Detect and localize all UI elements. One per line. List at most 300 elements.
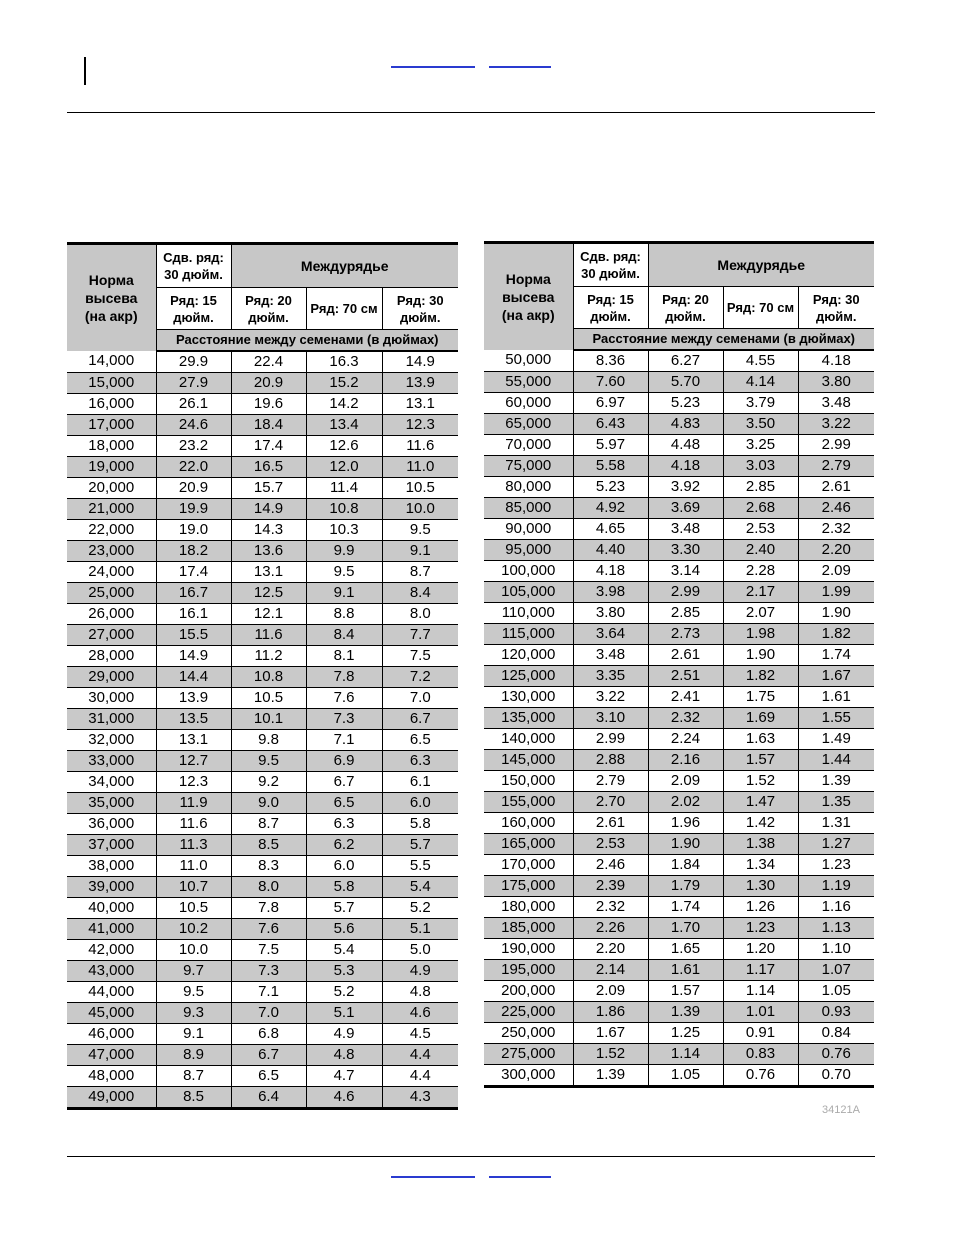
seed-spacing-cell: 13.1 (156, 729, 231, 750)
table-row (67, 855, 458, 876)
seed-spacing-table-left (67, 242, 458, 1110)
seed-spacing-cell: 8.5 (231, 834, 306, 855)
seed-spacing-cell: 9.1 (306, 582, 382, 603)
table-row (67, 981, 458, 1002)
table-row (67, 1002, 458, 1023)
seed-spacing-cell: 3.92 (648, 476, 723, 497)
seed-spacing-cell: 8.4 (306, 624, 382, 645)
seed-spacing-cell: 18.4 (231, 414, 306, 435)
seed-spacing-cell: 9.1 (382, 540, 458, 561)
seeding-rate-cell: 55,000 (484, 371, 573, 392)
seeding-rate-cell: 275,000 (484, 1043, 573, 1064)
header-seed-spacing: Расстояние между семенами (в дюймах) (573, 329, 874, 350)
seed-spacing-cell: 3.48 (798, 392, 874, 413)
figure-label: 34121A (822, 1104, 860, 1116)
seed-spacing-cell: 2.41 (648, 686, 723, 707)
seed-spacing-cell: 3.79 (723, 392, 798, 413)
seeding-rate-cell: 27,000 (67, 624, 156, 645)
seed-spacing-cell: 2.85 (723, 476, 798, 497)
seeding-rate-cell: 125,000 (484, 665, 573, 686)
seed-spacing-cell: 11.0 (382, 456, 458, 477)
seed-spacing-cell: 17.4 (156, 561, 231, 582)
seed-spacing-cell: 10.0 (156, 939, 231, 960)
seed-spacing-cell: 10.5 (156, 897, 231, 918)
seeding-rate-cell: 155,000 (484, 791, 573, 812)
seed-spacing-cell: 2.99 (798, 434, 874, 455)
table-row (484, 413, 874, 434)
table-row (67, 918, 458, 939)
seed-spacing-cell: 14.2 (306, 393, 382, 414)
seed-spacing-cell: 0.70 (798, 1064, 874, 1086)
seed-spacing-cell: 11.0 (156, 855, 231, 876)
seed-spacing-cell: 11.4 (306, 477, 382, 498)
seed-spacing-cell: 9.9 (306, 540, 382, 561)
header-twin-row: Сдв. ряд: 30 дюйм. (156, 244, 231, 288)
seed-spacing-cell: 6.5 (231, 1065, 306, 1086)
seed-spacing-cell: 3.22 (573, 686, 648, 707)
seed-spacing-cell: 1.17 (723, 959, 798, 980)
seeding-rate-cell: 34,000 (67, 771, 156, 792)
seed-spacing-cell: 6.2 (306, 834, 382, 855)
seed-spacing-cell: 2.61 (648, 644, 723, 665)
seed-spacing-cell: 13.4 (306, 414, 382, 435)
seeding-rate-cell: 180,000 (484, 896, 573, 917)
seed-spacing-cell: 4.8 (382, 981, 458, 1002)
seeding-rate-cell: 75,000 (484, 455, 573, 476)
seed-spacing-cell: 5.2 (382, 897, 458, 918)
table-row (484, 875, 874, 896)
table-row (67, 960, 458, 981)
seed-spacing-cell: 1.99 (798, 581, 874, 602)
seed-spacing-cell: 6.43 (573, 413, 648, 434)
seed-spacing-cell: 5.2 (306, 981, 382, 1002)
seed-spacing-cell: 3.50 (723, 413, 798, 434)
seed-spacing-cell: 1.23 (723, 917, 798, 938)
table-row (67, 897, 458, 918)
seed-spacing-cell: 4.18 (573, 560, 648, 581)
seed-spacing-cell: 6.7 (231, 1044, 306, 1065)
seed-spacing-cell: 2.02 (648, 791, 723, 812)
table-row (484, 896, 874, 917)
seeding-rate-cell: 105,000 (484, 581, 573, 602)
seeding-rate-cell: 300,000 (484, 1064, 573, 1086)
seed-spacing-cell: 12.6 (306, 435, 382, 456)
header-seeding-rate: Норма высева (на акр) (67, 244, 156, 351)
seeding-rate-cell: 22,000 (67, 519, 156, 540)
seed-spacing-cell: 9.8 (231, 729, 306, 750)
table-row (484, 707, 874, 728)
seeding-rate-cell: 100,000 (484, 560, 573, 581)
seed-spacing-cell: 1.14 (723, 980, 798, 1001)
seed-spacing-cell: 1.55 (798, 707, 874, 728)
table-row (67, 750, 458, 771)
seed-spacing-cell: 7.0 (231, 1002, 306, 1023)
table-row (67, 351, 458, 373)
seed-spacing-cell: 2.28 (723, 560, 798, 581)
seeding-rate-cell: 225,000 (484, 1001, 573, 1022)
top-nav-link-next[interactable] (489, 66, 551, 68)
seeding-rate-cell: 46,000 (67, 1023, 156, 1044)
table-row (484, 539, 874, 560)
table-row (67, 624, 458, 645)
seed-spacing-cell: 6.5 (306, 792, 382, 813)
seeding-rate-cell: 23,000 (67, 540, 156, 561)
seed-spacing-cell: 1.52 (573, 1043, 648, 1064)
seed-spacing-cell: 1.98 (723, 623, 798, 644)
seed-spacing-cell: 2.73 (648, 623, 723, 644)
seed-spacing-cell: 13.1 (382, 393, 458, 414)
table-row (67, 708, 458, 729)
table-row (67, 813, 458, 834)
table-row (484, 1064, 874, 1086)
seed-spacing-cell: 10.8 (231, 666, 306, 687)
seed-spacing-cell: 5.8 (306, 876, 382, 897)
seed-spacing-cell: 0.76 (723, 1064, 798, 1086)
seed-spacing-cell: 6.4 (231, 1086, 306, 1108)
seed-spacing-cell: 4.48 (648, 434, 723, 455)
seed-spacing-cell: 7.6 (306, 687, 382, 708)
seed-spacing-cell: 24.6 (156, 414, 231, 435)
seed-spacing-cell: 4.4 (382, 1065, 458, 1086)
table-row (67, 414, 458, 435)
seed-spacing-cell: 14.9 (231, 498, 306, 519)
seed-spacing-cell: 3.22 (798, 413, 874, 434)
seed-spacing-cell: 6.0 (306, 855, 382, 876)
table-row (484, 455, 874, 476)
seed-spacing-cell: 1.75 (723, 686, 798, 707)
seed-spacing-cell: 18.2 (156, 540, 231, 561)
seed-spacing-cell: 13.9 (156, 687, 231, 708)
table-row (67, 477, 458, 498)
bottom-nav-link-next[interactable] (489, 1176, 551, 1178)
header-row-20in: Ряд: 20 дюйм. (648, 287, 723, 329)
seed-spacing-cell: 5.4 (306, 939, 382, 960)
table-row (67, 834, 458, 855)
seed-spacing-cell: 7.2 (382, 666, 458, 687)
seeding-rate-cell: 175,000 (484, 875, 573, 896)
seed-spacing-cell: 4.6 (382, 1002, 458, 1023)
table-row (484, 749, 874, 770)
header-row-70cm: Ряд: 70 см (723, 287, 798, 329)
seeding-rate-cell: 150,000 (484, 770, 573, 791)
seed-spacing-cell: 0.76 (798, 1043, 874, 1064)
seed-spacing-cell: 7.7 (382, 624, 458, 645)
seed-spacing-cell: 7.6 (231, 918, 306, 939)
seed-spacing-cell: 2.07 (723, 602, 798, 623)
seed-spacing-cell: 1.84 (648, 854, 723, 875)
seed-spacing-cell: 4.55 (723, 350, 798, 372)
table-row (67, 603, 458, 624)
seed-spacing-cell: 10.0 (382, 498, 458, 519)
table-row (484, 623, 874, 644)
seed-spacing-cell: 8.4 (382, 582, 458, 603)
seed-spacing-cell: 1.27 (798, 833, 874, 854)
seeding-rate-cell: 18,000 (67, 435, 156, 456)
seed-spacing-cell: 0.84 (798, 1022, 874, 1043)
seed-spacing-cell: 14.9 (156, 645, 231, 666)
table-row (67, 582, 458, 603)
seed-spacing-cell: 0.91 (723, 1022, 798, 1043)
seed-spacing-cell: 3.30 (648, 539, 723, 560)
seed-spacing-cell: 5.0 (382, 939, 458, 960)
table-row (67, 1044, 458, 1065)
seed-spacing-cell: 2.68 (723, 497, 798, 518)
seed-spacing-cell: 2.40 (723, 539, 798, 560)
seed-spacing-cell: 1.26 (723, 896, 798, 917)
seed-spacing-cell: 1.44 (798, 749, 874, 770)
seed-spacing-cell: 1.39 (573, 1064, 648, 1086)
seed-spacing-cell: 5.5 (382, 855, 458, 876)
seeding-rate-cell: 33,000 (67, 750, 156, 771)
seed-spacing-cell: 15.7 (231, 477, 306, 498)
seed-spacing-cell: 6.7 (306, 771, 382, 792)
seed-spacing-cell: 1.74 (798, 644, 874, 665)
seed-spacing-cell: 3.80 (798, 371, 874, 392)
seed-spacing-cell: 2.32 (573, 896, 648, 917)
table-row (67, 372, 458, 393)
seed-spacing-cell: 7.3 (306, 708, 382, 729)
seed-spacing-cell: 9.3 (156, 1002, 231, 1023)
seeding-rate-cell: 85,000 (484, 497, 573, 518)
seed-spacing-cell: 10.5 (231, 687, 306, 708)
seed-spacing-cell: 7.8 (231, 897, 306, 918)
seed-spacing-cell: 1.25 (648, 1022, 723, 1043)
table-row (67, 519, 458, 540)
seed-spacing-cell: 5.4 (382, 876, 458, 897)
seed-spacing-cell: 1.69 (723, 707, 798, 728)
seed-spacing-cell: 12.5 (231, 582, 306, 603)
seed-spacing-cell: 1.70 (648, 917, 723, 938)
table-row (484, 476, 874, 497)
seed-spacing-cell: 1.57 (648, 980, 723, 1001)
bottom-nav-link-previous[interactable] (391, 1176, 475, 1178)
seed-spacing-cell: 5.70 (648, 371, 723, 392)
header-row-30in: Ряд: 30 дюйм. (382, 288, 458, 330)
seed-spacing-cell: 3.69 (648, 497, 723, 518)
seed-spacing-cell: 8.7 (382, 561, 458, 582)
seed-spacing-cell: 5.1 (306, 1002, 382, 1023)
seed-spacing-cell: 5.7 (382, 834, 458, 855)
seed-spacing-cell: 5.3 (306, 960, 382, 981)
seed-spacing-cell: 9.7 (156, 960, 231, 981)
seed-spacing-cell: 22.0 (156, 456, 231, 477)
seed-spacing-cell: 3.98 (573, 581, 648, 602)
table-row (67, 456, 458, 477)
table-row (484, 686, 874, 707)
seed-spacing-cell: 8.3 (231, 855, 306, 876)
table-row (484, 665, 874, 686)
seeding-rate-cell: 145,000 (484, 749, 573, 770)
seed-spacing-cell: 6.3 (382, 750, 458, 771)
seed-spacing-cell: 4.65 (573, 518, 648, 539)
seed-spacing-cell: 9.5 (156, 981, 231, 1002)
seed-spacing-cell: 4.4 (382, 1044, 458, 1065)
table-row (67, 498, 458, 519)
seed-spacing-cell: 1.90 (648, 833, 723, 854)
seeding-rate-cell: 120,000 (484, 644, 573, 665)
seed-spacing-cell: 8.36 (573, 350, 648, 372)
seed-spacing-cell: 10.3 (306, 519, 382, 540)
seeding-rate-cell: 37,000 (67, 834, 156, 855)
seed-spacing-cell: 1.82 (798, 623, 874, 644)
seed-spacing-cell: 5.6 (306, 918, 382, 939)
seed-spacing-cell: 2.09 (798, 560, 874, 581)
seed-spacing-cell: 10.7 (156, 876, 231, 897)
table-row (484, 980, 874, 1001)
table-row (484, 644, 874, 665)
seed-spacing-cell: 1.07 (798, 959, 874, 980)
seed-spacing-table-right (484, 241, 874, 1088)
seeding-rate-cell: 19,000 (67, 456, 156, 477)
seeding-rate-cell: 110,000 (484, 602, 573, 623)
seed-spacing-cell: 1.19 (798, 875, 874, 896)
header-seed-spacing: Расстояние между семенами (в дюймах) (156, 330, 458, 351)
table-row (484, 791, 874, 812)
seed-spacing-cell: 11.6 (156, 813, 231, 834)
seeding-rate-cell: 80,000 (484, 476, 573, 497)
seed-spacing-cell: 1.67 (573, 1022, 648, 1043)
seed-spacing-cell: 1.86 (573, 1001, 648, 1022)
seed-spacing-cell: 22.4 (231, 351, 306, 373)
seed-spacing-cell: 1.34 (723, 854, 798, 875)
seed-spacing-cell: 0.93 (798, 1001, 874, 1022)
seed-spacing-cell: 1.13 (798, 917, 874, 938)
seed-spacing-cell: 13.5 (156, 708, 231, 729)
seeding-rate-cell: 41,000 (67, 918, 156, 939)
seeding-rate-cell: 250,000 (484, 1022, 573, 1043)
seed-spacing-cell: 29.9 (156, 351, 231, 373)
seed-spacing-cell: 2.46 (798, 497, 874, 518)
seed-spacing-cell: 7.1 (231, 981, 306, 1002)
seeding-rate-cell: 25,000 (67, 582, 156, 603)
table-row (67, 435, 458, 456)
table-row (67, 876, 458, 897)
seed-spacing-cell: 8.7 (231, 813, 306, 834)
seed-spacing-cell: 1.14 (648, 1043, 723, 1064)
table-row (67, 729, 458, 750)
seeding-rate-cell: 45,000 (67, 1002, 156, 1023)
table-row (484, 581, 874, 602)
seeding-rate-cell: 16,000 (67, 393, 156, 414)
seed-spacing-cell: 1.90 (723, 644, 798, 665)
seed-spacing-cell: 9.0 (231, 792, 306, 813)
seeding-rate-cell: 32,000 (67, 729, 156, 750)
seed-spacing-cell: 1.42 (723, 812, 798, 833)
seed-spacing-cell: 4.83 (648, 413, 723, 434)
table-row (484, 1043, 874, 1064)
seed-spacing-cell: 13.9 (382, 372, 458, 393)
seed-spacing-cell: 20.9 (156, 477, 231, 498)
seed-spacing-cell: 16.1 (156, 603, 231, 624)
top-nav-link-previous[interactable] (391, 66, 475, 68)
seed-spacing-cell: 13.1 (231, 561, 306, 582)
seed-spacing-cell: 17.4 (231, 435, 306, 456)
seed-spacing-cell: 1.10 (798, 938, 874, 959)
seed-spacing-cell: 2.99 (648, 581, 723, 602)
seed-spacing-cell: 1.57 (723, 749, 798, 770)
table-row (484, 938, 874, 959)
table-row (67, 1086, 458, 1108)
seed-spacing-cell: 6.7 (382, 708, 458, 729)
seed-spacing-cell: 9.2 (231, 771, 306, 792)
seed-spacing-cell: 1.74 (648, 896, 723, 917)
seed-spacing-cell: 1.61 (798, 686, 874, 707)
seed-spacing-cell: 1.61 (648, 959, 723, 980)
seed-spacing-cell: 19.0 (156, 519, 231, 540)
seed-spacing-cell: 4.40 (573, 539, 648, 560)
seed-spacing-cell: 2.17 (723, 581, 798, 602)
seeding-rate-cell: 31,000 (67, 708, 156, 729)
seed-spacing-cell: 4.3 (382, 1086, 458, 1108)
seed-spacing-cell: 16.3 (306, 351, 382, 373)
seed-spacing-cell: 3.35 (573, 665, 648, 686)
seed-spacing-cell: 5.23 (573, 476, 648, 497)
seed-spacing-cell: 19.6 (231, 393, 306, 414)
header-row-15in: Ряд: 15 дюйм. (573, 287, 648, 329)
table-row (484, 728, 874, 749)
seed-spacing-cell: 7.3 (231, 960, 306, 981)
seed-spacing-cell: 1.39 (798, 770, 874, 791)
seed-spacing-cell: 6.8 (231, 1023, 306, 1044)
table-row (67, 393, 458, 414)
seed-spacing-cell: 11.9 (156, 792, 231, 813)
seeding-rate-cell: 185,000 (484, 917, 573, 938)
seed-spacing-cell: 10.8 (306, 498, 382, 519)
seed-spacing-cell: 2.39 (573, 875, 648, 896)
header-row-spacing: Междурядье (648, 243, 874, 287)
table-row (67, 645, 458, 666)
seed-spacing-cell: 7.0 (382, 687, 458, 708)
seed-spacing-cell: 9.5 (382, 519, 458, 540)
seeding-rate-cell: 130,000 (484, 686, 573, 707)
seed-spacing-cell: 9.1 (156, 1023, 231, 1044)
seeding-rate-cell: 95,000 (484, 539, 573, 560)
seed-spacing-cell: 7.1 (306, 729, 382, 750)
seeding-rate-cell: 29,000 (67, 666, 156, 687)
seed-spacing-cell: 2.20 (573, 938, 648, 959)
seed-spacing-cell: 12.3 (156, 771, 231, 792)
seed-spacing-cell: 4.18 (798, 350, 874, 372)
seed-spacing-cell: 1.82 (723, 665, 798, 686)
seed-spacing-cell: 4.14 (723, 371, 798, 392)
table-row (67, 666, 458, 687)
table-row (484, 392, 874, 413)
seed-spacing-cell: 2.32 (798, 518, 874, 539)
header-rule (67, 112, 875, 113)
seed-spacing-cell: 6.5 (382, 729, 458, 750)
seed-spacing-cell: 2.09 (573, 980, 648, 1001)
table-row (484, 959, 874, 980)
seeding-rate-cell: 43,000 (67, 960, 156, 981)
table-row (67, 771, 458, 792)
seed-spacing-cell: 3.64 (573, 623, 648, 644)
seed-spacing-cell: 12.1 (231, 603, 306, 624)
seed-spacing-cell: 13.6 (231, 540, 306, 561)
seed-spacing-cell: 6.9 (306, 750, 382, 771)
seed-spacing-cell: 1.30 (723, 875, 798, 896)
seed-spacing-cell: 12.3 (382, 414, 458, 435)
seed-spacing-cell: 2.09 (648, 770, 723, 791)
seeding-rate-cell: 24,000 (67, 561, 156, 582)
seed-spacing-cell: 8.9 (156, 1044, 231, 1065)
seed-spacing-cell: 1.23 (798, 854, 874, 875)
seed-spacing-cell: 7.60 (573, 371, 648, 392)
seed-spacing-cell: 16.7 (156, 582, 231, 603)
seed-spacing-cell: 8.0 (231, 876, 306, 897)
seed-spacing-cell: 6.3 (306, 813, 382, 834)
seeding-rate-cell: 44,000 (67, 981, 156, 1002)
header-seeding-rate: Норма высева (на акр) (484, 243, 573, 350)
